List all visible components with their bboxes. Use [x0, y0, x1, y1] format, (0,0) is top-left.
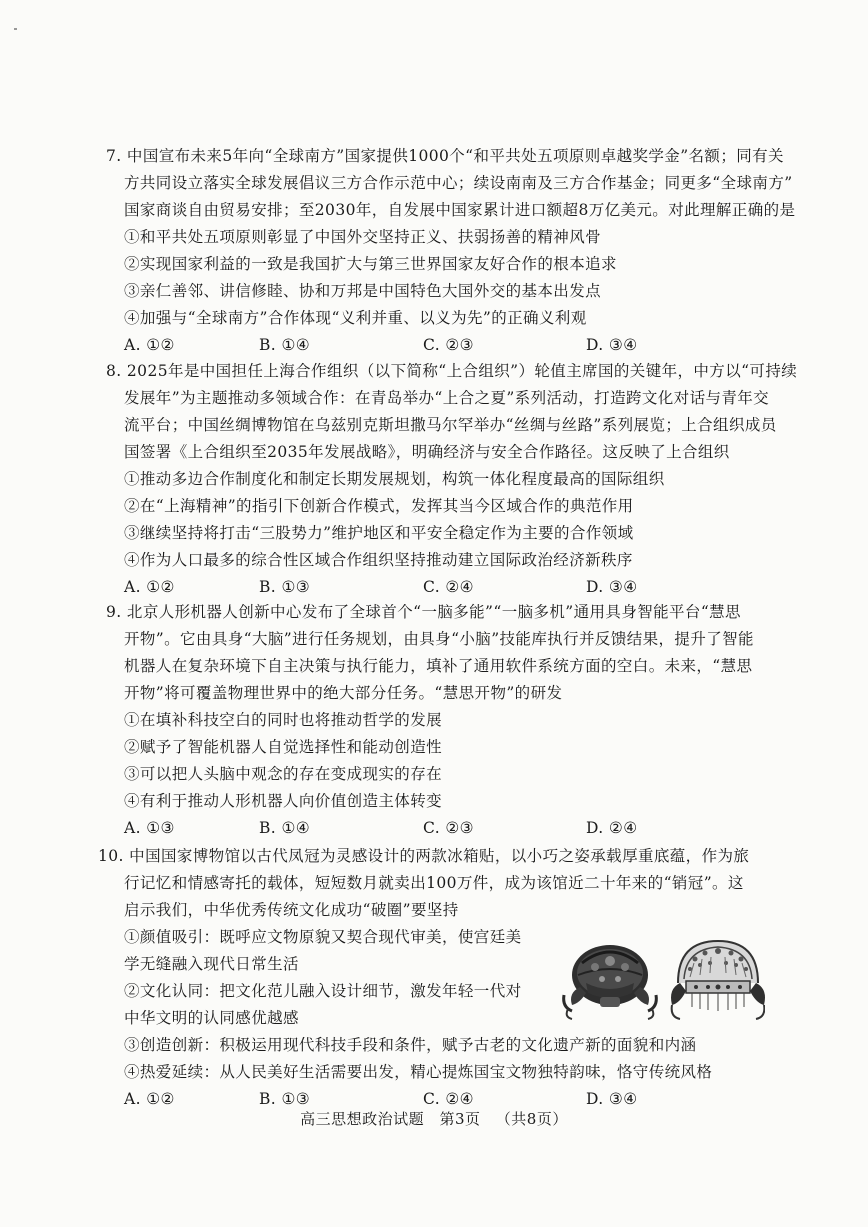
question-stem-line: 方共同设立落实全球发展倡议三方合作示范中心；续设南南及三方合作基金；同更多“全球南方”	[124, 174, 793, 192]
statement-4: ④加强与“全球南方”合作体现“义利并重、以义为先”的正确义利观	[124, 309, 587, 327]
statement-4: ④有利于推动人形机器人向价值创造主体转变	[124, 792, 443, 810]
choice-a: A. ①②	[124, 336, 175, 354]
choice-a: A. ①②	[124, 1090, 175, 1108]
question-stem-line: 发展年”为主题推动多领域合作：在青岛举办“上合之夏”系列活动，打造跨文化对话与青年交	[124, 389, 770, 407]
footer-total-pages: （共8页）	[495, 1110, 568, 1128]
statement-1: ①颜值吸引：既呼应文物原貌又契合现代审美，使宫廷美	[124, 928, 522, 946]
question-7	[106, 143, 796, 359]
choice-d: D. ③④	[586, 578, 638, 596]
scan-speck	[14, 28, 17, 30]
choice-c: C. ②④	[423, 1090, 474, 1108]
choice-c: C. ②③	[423, 336, 474, 354]
question-8	[106, 358, 798, 601]
statement-1: ①推动多边合作制度化和制定长期发展规划，构筑一体化程度最高的国际组织	[124, 470, 665, 488]
footer-page-number: 第3页	[439, 1110, 481, 1128]
statement-3: ③创造创新：积极运用现代科技手段和条件，赋予古老的文化遗产新的面貌和内涵	[124, 1036, 697, 1054]
statement-1: ①在填补科技空白的同时也将推动哲学的发展	[124, 711, 443, 729]
choice-c: C. ②④	[423, 578, 474, 596]
question-stem-line: 国家商谈自由贸易安排；至2030年，自发展中国家累计进口额超8万亿美元。对此理解正确的是	[124, 201, 796, 219]
phoenix-crown-illustrations	[560, 933, 765, 1025]
choice-b: B. ①③	[259, 578, 311, 596]
answer-choices	[124, 815, 784, 842]
statement-2-continued: 中华文明的认同感优越感	[124, 1009, 299, 1027]
choice-d: D. ③④	[586, 336, 638, 354]
choice-c: C. ②③	[423, 819, 474, 837]
statement-2: ②在“上海精神”的指引下创新合作模式，发挥其当今区域合作的典范作用	[124, 497, 634, 515]
answer-choices	[124, 574, 784, 601]
choice-b: B. ①④	[259, 336, 311, 354]
choice-d: D. ②④	[586, 819, 638, 837]
answer-choices	[124, 332, 784, 359]
fridge-magnet-images	[560, 933, 765, 1025]
choice-b: B. ①④	[259, 819, 311, 837]
footer-subject: 高三思想政治试题	[300, 1110, 425, 1128]
question-stem-line: 机器人在复杂环境下自主决策与执行能力，填补了通用软件系统方面的空白。未来，“慧思	[124, 657, 753, 675]
question-stem-line: 10. 中国国家博物馆以古代凤冠为灵感设计的两款冰箱贴，以小巧之姿承载厚重底蕴，作为旅	[98, 847, 750, 865]
statement-3: ③可以把人头脑中观念的存在变成现实的存在	[124, 765, 443, 783]
phoenix-crown-image-2	[671, 941, 765, 1019]
question-9	[106, 599, 784, 842]
phoenix-crown-image-1	[564, 945, 657, 1019]
question-stem-line: 开物”将可覆盖物理世界中的绝大部分任务。“慧思开物”的研发	[124, 684, 563, 702]
statement-4: ④作为人口最多的综合性区域合作组织坚持推动建立国际政治经济新秩序	[124, 551, 633, 569]
choice-b: B. ①③	[259, 1090, 311, 1108]
choice-a: A. ①②	[124, 578, 175, 596]
statement-3: ③继续坚持将打击“三股势力”维护地区和平安全稳定作为主要的合作领域	[124, 524, 634, 542]
choice-d: D. ③④	[586, 1090, 638, 1108]
statement-2: ②文化认同：把文化范儿融入设计细节，激发年轻一代对	[124, 982, 522, 1000]
statement-4: ④热爱延续：从人民美好生活需要出发，精心提炼国宝文物独特韵味，恪守传统风格	[124, 1063, 713, 1081]
choice-a: A. ①③	[124, 819, 175, 837]
question-stem-line: 国签署《上合组织至2035年发展战略》，明确经济与安全合作路径。这反映了上合组织	[124, 443, 730, 461]
question-stem-line: 9. 北京人形机器人创新中心发布了全球首个“一脑多能”“一脑多机”通用具身智能平台“慧思	[106, 603, 741, 621]
question-stem-line: 流平台；中国丝绸博物馆在乌兹别克斯坦撒马尔罕举办“丝绸与丝路”系列展览；上合组织成员	[124, 416, 777, 434]
question-stem-line: 7. 中国宣布未来5年向“全球南方”国家提供1000个“和平共处五项原则卓越奖学金”名额；同有关	[106, 147, 784, 165]
statement-1: ①和平共处五项原则彰显了中国外交坚持正义、扶弱扬善的精神风骨	[124, 228, 602, 246]
statement-2: ②赋予了智能机器人自觉选择性和能动创造性	[124, 738, 443, 756]
page-footer	[0, 1108, 868, 1129]
question-stem-line: 8. 2025年是中国担任上海合作组织（以下简称“上合组织”）轮值主席国的关键年，中方以“可持续	[106, 362, 798, 380]
question-stem-line: 启示我们，中华优秀传统文化成功“破圈”要坚持	[124, 901, 459, 919]
question-stem-line: 行记忆和情感寄托的载体，短短数月就卖出100万件，成为该馆近二十年来的“销冠”。这	[124, 874, 744, 892]
statement-2: ②实现国家利益的一致是我国扩大与第三世界国家友好合作的根本追求	[124, 255, 617, 273]
statement-1-continued: 学无缝融入现代日常生活	[124, 955, 299, 973]
question-stem-line: 开物”。它由具身“大脑”进行任务规划，由具身“小脑”技能库执行并反馈结果，提升了智能	[124, 630, 754, 648]
statement-3: ③亲仁善邻、讲信修睦、协和万邦是中国特色大国外交的基本出发点	[124, 282, 602, 300]
